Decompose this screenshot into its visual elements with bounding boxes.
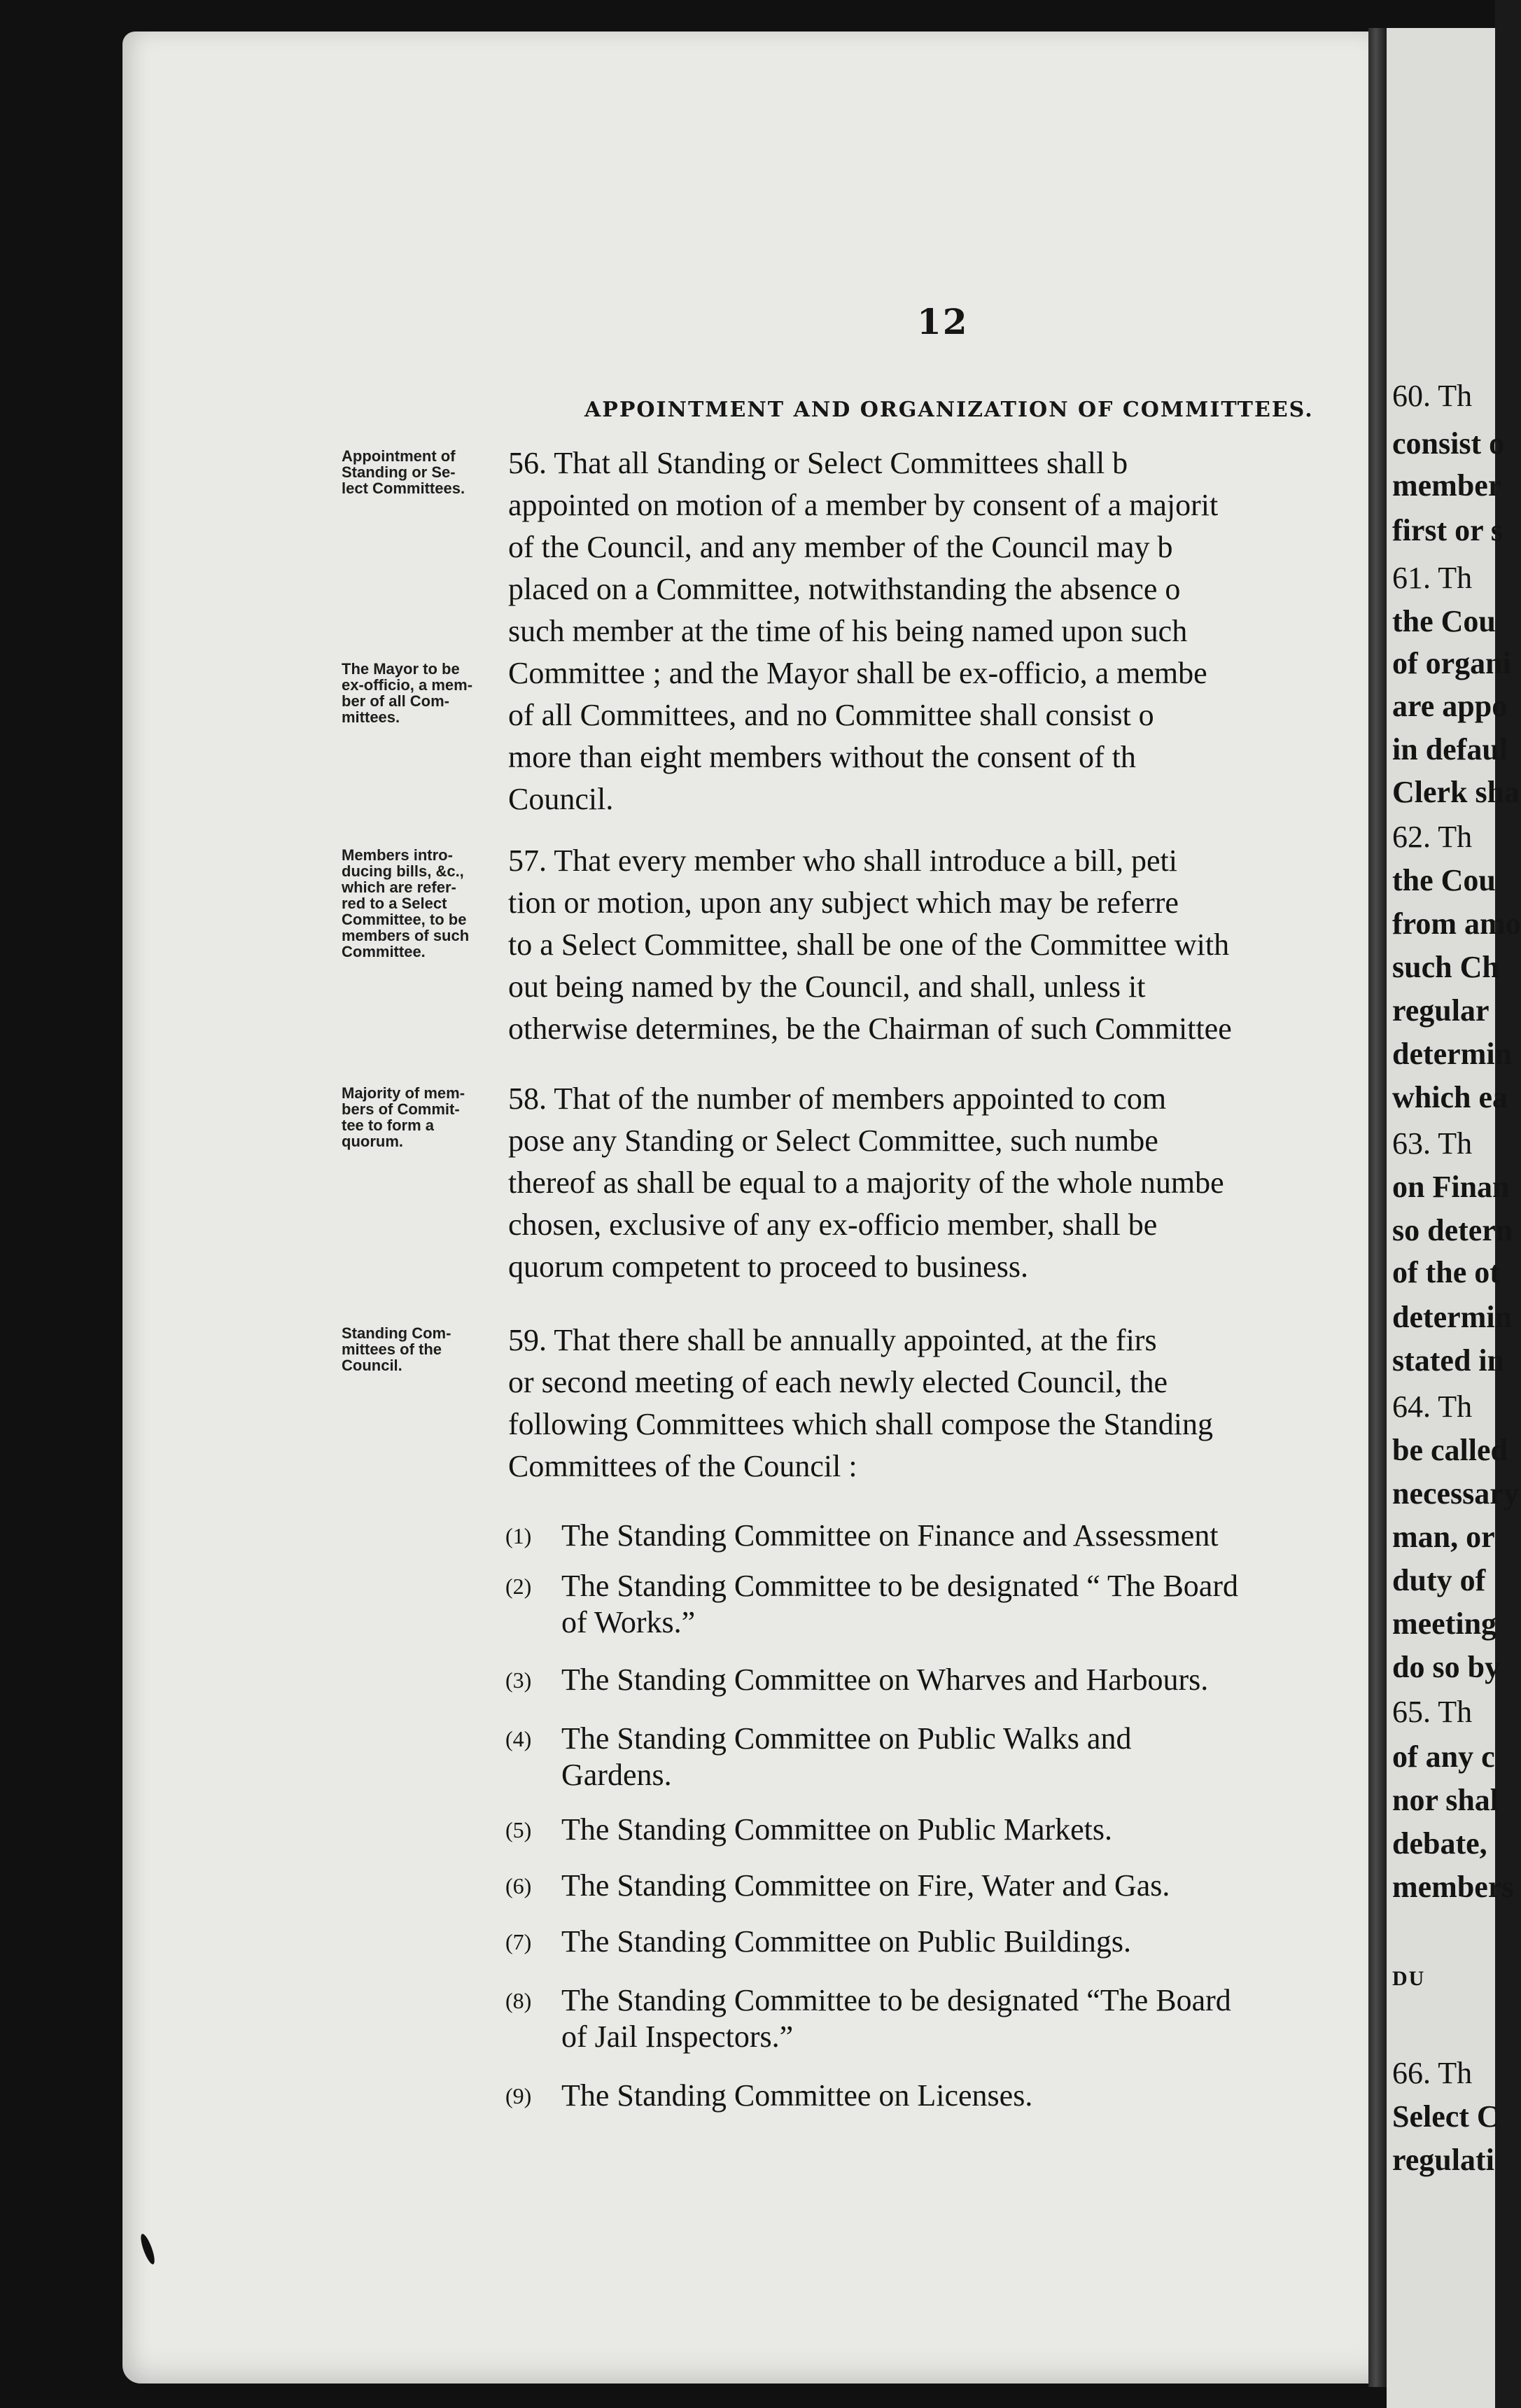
committee-item (505, 1662, 1368, 1698)
committee-number: (8) (505, 1988, 532, 2013)
committee-item (505, 2078, 1368, 2114)
margin-note: The Mayor to be ex-officio, a mem- ber of all Com- mittees. (342, 660, 473, 726)
margin-note: Standing Com- mittees of the Council. (342, 1324, 451, 1374)
facing-page-line: man, or (1392, 1520, 1495, 1554)
facing-page-line: Select C (1392, 2099, 1499, 2134)
committee-item (505, 1721, 1368, 1793)
facing-page-line: stated in (1392, 1343, 1505, 1378)
facing-page-line: members (1392, 1870, 1514, 1904)
committee-text: The Standing Committee on Wharves and Harbours. (561, 1662, 1209, 1697)
facing-page-line: necessary (1392, 1476, 1519, 1511)
committee-item (505, 1518, 1368, 1554)
margin-note: Majority of mem- bers of Commit- tee to form a quorum. (342, 1084, 465, 1150)
facing-page-line: such Ch (1392, 950, 1499, 984)
facing-page-line: member (1392, 468, 1502, 503)
facing-page-line: from amo (1392, 906, 1521, 941)
committee-text: The Standing Committee on Finance and Assessment (561, 1518, 1219, 1553)
committee-number: (7) (505, 1929, 532, 1954)
committee-number: (6) (505, 1873, 532, 1898)
paragraph-58: 58. That of the number of members appointed to com pose any Standing or Select Committee, such numbe thereof as shall be equal to a majority of the whole numbe chosen, exclusive of any ex-officio member, shall be quorum competent to proceed to business. (508, 1082, 1224, 1284)
section-heading: APPOINTMENT AND ORGANIZATION OF COMMITTEES. (584, 398, 1314, 422)
committee-item (505, 1812, 1368, 1848)
facing-page-line: debate, (1392, 1826, 1487, 1861)
committee-number: (9) (505, 2083, 532, 2108)
facing-page-line: 66. Th (1392, 2056, 1473, 2090)
committee-text: The Standing Committee on Public Buildings. (561, 1924, 1131, 1959)
facing-page-line: determin (1392, 1037, 1513, 1071)
facing-page-line: of any c (1392, 1740, 1495, 1774)
committee-number: (4) (505, 1726, 532, 1751)
committee-item (505, 1568, 1368, 1641)
facing-page-line: 61. Th (1392, 561, 1473, 595)
facing-page-line: regulati (1392, 2143, 1494, 2177)
facing-page-line: in defaul (1392, 732, 1508, 766)
facing-page-line: 65. Th (1392, 1695, 1473, 1729)
committee-text: The Standing Committee on Fire, Water and Gas. (561, 1868, 1170, 1903)
committee-text: The Standing Committee on Licenses. (561, 2078, 1033, 2113)
committee-text: The Standing Committee to be designated “ The Board of Works.” (561, 1569, 1238, 1639)
book-gutter (1368, 28, 1387, 2387)
facing-page-line: consist o (1392, 426, 1505, 461)
margin-note: Appointment of Standing or Se- lect Committees. (342, 447, 465, 497)
facing-page-line: first or s (1392, 513, 1504, 547)
committee-item (505, 1868, 1368, 1904)
facing-page-line: the Cou (1392, 863, 1496, 897)
facing-page-line: which ea (1392, 1080, 1508, 1114)
committee-number: (1) (505, 1523, 532, 1548)
facing-page-line: DU (1392, 1967, 1426, 1990)
facing-page-line: nor shal (1392, 1783, 1499, 1817)
facing-page-line: be called (1392, 1433, 1508, 1467)
facing-page-line: 63. Th (1392, 1126, 1473, 1161)
facing-page-line: of the ot (1392, 1255, 1500, 1289)
facing-page-line: do so by (1392, 1650, 1501, 1684)
committee-item (505, 1982, 1368, 2055)
committee-number: (3) (505, 1667, 532, 1693)
facing-page-line: the Cou (1392, 604, 1496, 638)
facing-page-line: on Finan (1392, 1170, 1510, 1204)
facing-page-line: so detern (1392, 1213, 1513, 1247)
margin-note: Members intro- ducing bills, &c., which are refer- red to a Select Committee, to be members of such Committee. (342, 846, 470, 960)
facing-page-line: duty of (1392, 1563, 1486, 1597)
facing-page-line: of organi (1392, 646, 1511, 680)
paragraph-57: 57. That every member who shall introduce a bill, peti tion or motion, upon any subject which may be referre to a Select Committee, shall be one of the Committee with out being named by the Council, and shall, unless it otherwise determines, be the Chairman of such Committee (508, 844, 1232, 1046)
ink-speck (83, 144, 88, 150)
facing-page-line: determin (1392, 1300, 1513, 1334)
page-number: 12 (917, 301, 969, 342)
facing-page-line: regular (1392, 993, 1490, 1028)
facing-page-line: 64. Th (1392, 1390, 1473, 1424)
committee-text: The Standing Committee to be designated “The Board of Jail Inspectors.” (561, 1983, 1231, 2054)
facing-page-line: are appo (1392, 689, 1508, 723)
committee-number: (2) (505, 1574, 532, 1599)
facing-page-line: 62. Th (1392, 820, 1473, 854)
facing-page-line: meeting (1392, 1606, 1497, 1641)
committee-text: The Standing Committee on Public Markets. (561, 1812, 1113, 1847)
paragraph-56: 56. That all Standing or Select Committees shall b appointed on motion of a member by consent of a majorit of the Council, and any member of the Council may b placed on a Committee, notwithstanding the absence o such member at the time of his being named upon such Committee ; and the Mayor shall be ex-officio, a membe of all Committees, and no Committee shall consist o more than eight members without the consent of th Council. (508, 446, 1219, 816)
facing-page-line: 60. Th (1392, 379, 1473, 413)
paragraph-59: 59. That there shall be annually appointed, at the firs or second meeting of each newly elected Council, the following Committees which shall compose the Standing Committees of the Council : (508, 1323, 1213, 1483)
committee-number: (5) (505, 1817, 532, 1842)
facing-page-line: Clerk sha (1392, 775, 1520, 809)
facing-page-fragment (1387, 28, 1521, 2408)
committee-item (505, 1924, 1368, 1960)
committee-text: The Standing Committee on Public Walks and Gardens. (561, 1721, 1132, 1792)
